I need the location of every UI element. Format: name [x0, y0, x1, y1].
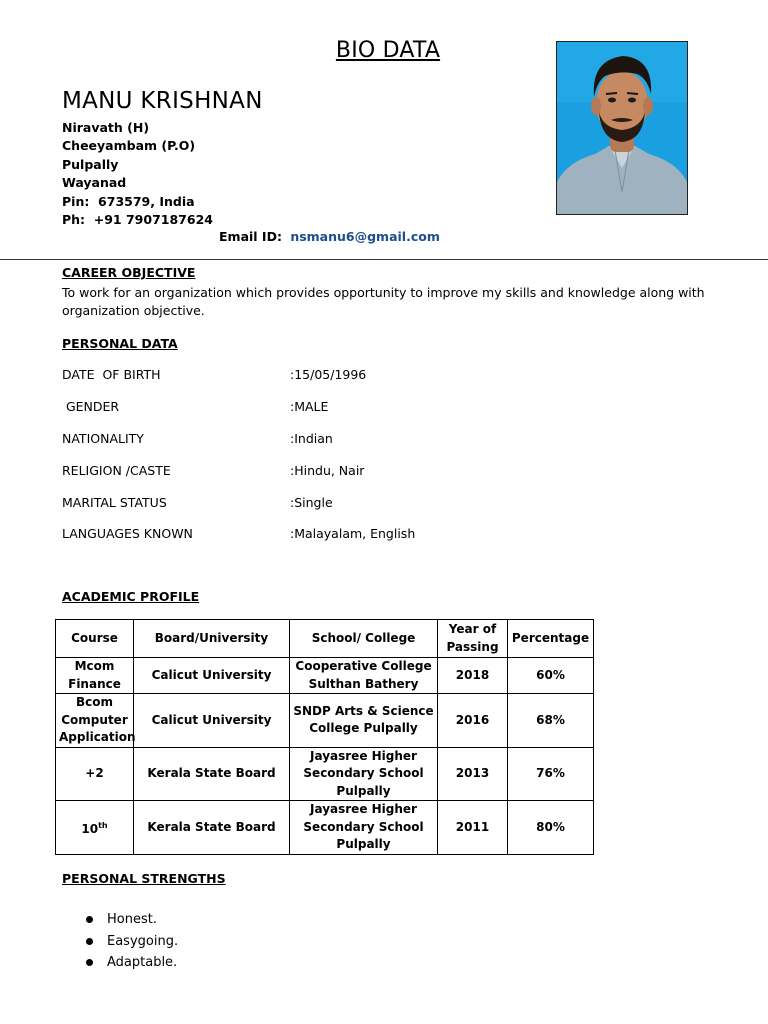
column-header-year — [438, 620, 508, 658]
address-line: Niravath (H) — [62, 120, 150, 135]
course-cell: +2 — [56, 747, 134, 801]
school-cell — [290, 747, 438, 801]
year-cell: 2016 — [438, 694, 508, 748]
table-header-row — [56, 620, 594, 658]
percentage-cell: 76% — [508, 747, 594, 801]
school-line: Pulpally — [336, 837, 391, 851]
school-line: College Pulpally — [309, 721, 418, 736]
school-line: Sulthan Bathery — [308, 676, 419, 691]
board-cell: Calicut University — [134, 694, 290, 748]
year-cell: 2013 — [438, 747, 508, 801]
nationality-value: :Indian — [290, 431, 333, 446]
career-objective-heading: CAREER OBJECTIVE — [62, 265, 196, 280]
bullet-icon — [86, 938, 93, 945]
table-row — [56, 747, 594, 801]
list-item — [86, 909, 178, 931]
email-link[interactable]: nsmanu6@gmail.com — [290, 229, 440, 244]
strength-text: Easygoing. — [107, 933, 179, 949]
list-item — [86, 931, 178, 953]
dob-value: :15/05/1996 — [290, 367, 367, 382]
address-block — [62, 119, 213, 229]
school-line: Secondary School — [303, 766, 424, 780]
email-label: Email ID: — [219, 229, 282, 244]
table-row — [56, 658, 594, 694]
address-phone: Ph: +91 7907187624 — [62, 212, 213, 228]
strength-text: Adaptable. — [107, 955, 178, 970]
year-cell: 2018 — [438, 658, 508, 694]
school-line: Secondary School — [303, 819, 424, 834]
bullet-icon — [86, 959, 93, 966]
profile-photo — [556, 41, 688, 215]
course-cell — [56, 658, 134, 694]
strengths-list — [86, 909, 178, 974]
career-objective-text: To work for an organization which provides opportunity to improve my skills and knowledge along with organization objective. — [62, 285, 705, 318]
table-row — [56, 694, 594, 748]
percentage-cell: 68% — [508, 694, 594, 748]
nationality-label: NATIONALITY — [62, 431, 144, 446]
address-pin: Pin: 673579, India — [62, 193, 195, 209]
gender-value: :MALE — [290, 399, 329, 414]
year-cell: 2011 — [438, 801, 508, 855]
school-line: Jayasree Higher — [310, 802, 417, 816]
candidate-name: MANU KRISHNAN — [62, 88, 263, 114]
course-line: Application — [59, 730, 136, 744]
gender-label: GENDER — [62, 399, 120, 414]
address-line: Wayanad — [62, 175, 127, 191]
school-line: Pulpally — [336, 783, 391, 798]
languages-label: LANGUAGES KNOWN — [62, 526, 193, 541]
list-item — [86, 952, 178, 974]
course-value: 10 — [81, 821, 99, 836]
percentage-cell: 80% — [508, 801, 594, 855]
percentage-cell: 60% — [508, 658, 594, 694]
column-header-course: Course — [56, 620, 134, 658]
academic-table — [55, 619, 594, 855]
personal-strengths-heading: PERSONAL STRENGTHS — [62, 871, 226, 886]
profile-photo-illustration — [557, 42, 687, 214]
school-line: SNDP Arts & Science — [293, 703, 434, 718]
column-header-year-line: Year of — [448, 622, 497, 636]
academic-profile-heading: ACADEMIC PROFILE — [62, 589, 200, 604]
page-title: BIO DATA — [335, 38, 441, 63]
board-cell: Calicut University — [134, 658, 290, 694]
languages-value: :Malayalam, English — [290, 526, 416, 541]
course-line: Computer — [61, 712, 128, 727]
course-line: Bcom — [75, 695, 113, 709]
strength-text: Honest. — [107, 912, 157, 927]
course-superscript: th — [98, 820, 108, 830]
religion-value: :Hindu, Nair — [290, 463, 365, 478]
course-cell — [56, 801, 134, 855]
address-line: Pulpally — [62, 156, 119, 172]
column-header-percentage: Percentage — [508, 620, 594, 658]
board-cell: Kerala State Board — [134, 747, 290, 801]
course-line: Finance — [68, 676, 121, 691]
course-line: Mcom — [74, 659, 115, 673]
email-row — [219, 229, 440, 244]
school-line: Jayasree Higher — [310, 748, 417, 763]
marital-status-label: MARITAL STATUS — [62, 495, 167, 510]
school-cell — [290, 694, 438, 748]
board-cell: Kerala State Board — [134, 801, 290, 855]
column-header-school: School/ College — [290, 620, 438, 658]
school-cell — [290, 658, 438, 694]
table-row — [56, 801, 594, 855]
school-cell — [290, 801, 438, 855]
religion-label: RELIGION /CASTE — [62, 463, 171, 478]
header-divider — [0, 259, 768, 260]
column-header-year-line: Passing — [446, 639, 499, 654]
school-line: Cooperative College — [295, 659, 432, 673]
bullet-icon — [86, 916, 93, 923]
address-line: Cheeyambam (P.O) — [62, 138, 196, 154]
column-header-board: Board/University — [134, 620, 290, 658]
course-cell — [56, 694, 134, 748]
dob-label: DATE OF BIRTH — [62, 367, 161, 382]
marital-status-value: :Single — [290, 495, 333, 510]
personal-data-heading: PERSONAL DATA — [62, 336, 178, 351]
